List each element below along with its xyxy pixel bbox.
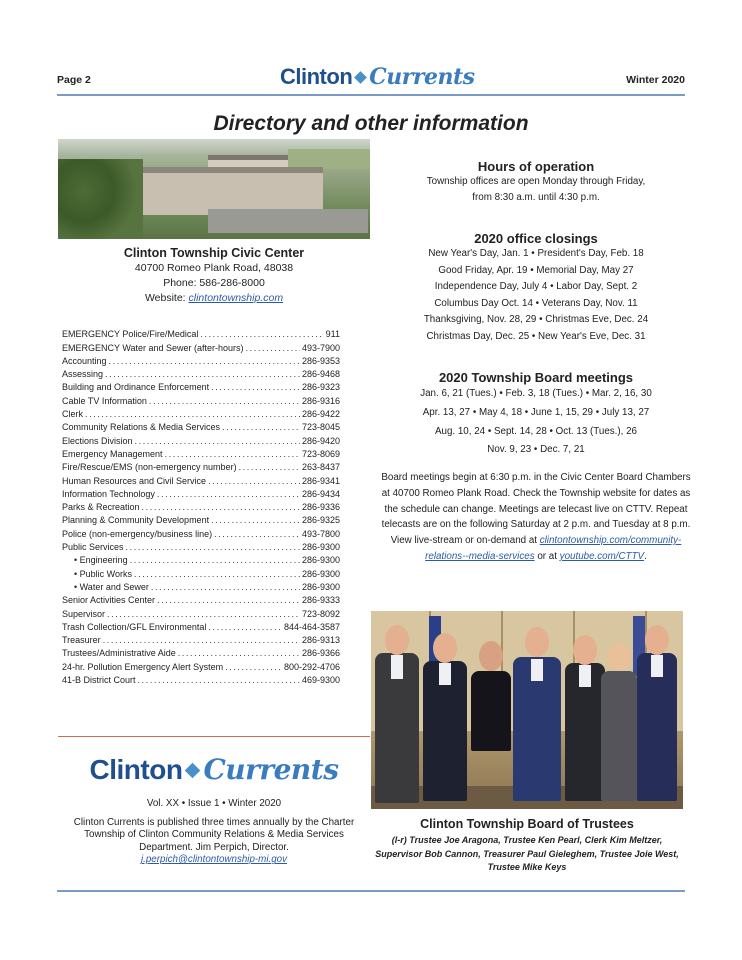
board-note-text: Board meetings begin at 6:30 p.m. in the Civic Center Board Chambers at 40700 Romeo Plank Road. Check the Township website for dates as the schedule can change. Meetings are telecast live on CTTV. Repeat telecasts are on the following Saturday at 2 p.m. and Tuesday at 8 p.m. View live-stream or on-demand at [381,472,691,547]
directory-phone: 286-9333 [301,595,340,606]
directory-row [62,552,340,565]
dot-leader [134,569,300,579]
board-meeting-note [380,470,692,565]
directory-department: Assessing [62,369,104,380]
directory-department: Human Resources and Civil Service [62,475,207,486]
directory-row [62,459,340,472]
logo-text-clinton: Clinton [89,754,183,785]
directory-row [62,406,340,419]
publication-volume: Vol. XX • Issue 1 • Winter 2020 [146,798,282,809]
directory-department: • Water and Sewer [74,581,149,592]
directory-phone: 263-8437 [301,462,340,473]
diamond-icon [354,71,367,84]
directory-row [62,472,340,485]
directory-phone: 286-9323 [301,382,340,393]
directory-row [62,672,340,685]
directory-row [62,592,340,605]
youtube-link[interactable]: youtube.com/CTTV [559,550,645,562]
header-divider [57,94,685,96]
dot-leader [246,343,300,353]
directory-department: 24-hr. Pollution Emergency Alert System [62,661,224,672]
directory-department: Planning & Community Development [62,515,210,526]
directory-phone: 844-464-3587 [283,621,340,632]
dot-leader [211,515,300,525]
directory-department: Fire/Rescue/EMS (non-emergency number) [62,462,237,473]
closings-section [380,231,692,345]
dot-leader [225,662,282,672]
dot-leader [165,449,300,459]
directory-department: Parks & Recreation [62,502,140,513]
board-photo-caption [371,817,683,875]
dot-leader [208,622,282,632]
meetings-section [380,370,692,460]
directory-department: Public Services [62,542,124,553]
directory-department: Building and Ordinance Enforcement [62,382,210,393]
directory-phone: 286-9353 [301,355,340,366]
directory-phone: 723-8092 [301,608,340,619]
header-logo [280,64,475,90]
closing-line: New Year's Day, Jan. 1 • President's Day, Feb. 18 [428,248,644,259]
civic-center-name: Clinton Township Civic Center [123,246,305,260]
directory-row [62,565,340,578]
dot-leader [222,422,300,432]
directory-row [62,605,340,618]
dot-leader [142,502,300,512]
hours-section [380,159,692,206]
directory-department: • Public Works [74,568,132,579]
directory-department: Elections Division [62,435,133,446]
directory-department: Supervisor [62,608,106,619]
dot-leader [200,329,323,339]
media-services-link[interactable]: clintontownship.com/community-relations--media-services [425,535,682,562]
directory-phone: 723-8069 [301,448,340,459]
board-note-or: or at [534,550,560,562]
directory-row [62,579,340,592]
directory-row [62,619,340,632]
dot-leader [103,635,300,645]
directory-row [62,658,340,671]
directory-phone: 286-9341 [301,475,340,486]
meeting-line: Jan. 6, 21 (Tues.) • Feb. 3, 18 (Tues.) • Mar. 2, 16, 30 [420,388,652,399]
directory-phone: 286-9336 [301,502,340,513]
dot-leader [126,542,300,552]
directory-department: Treasurer [62,635,101,646]
dot-leader [85,409,300,419]
directory-phone: 286-9300 [301,581,340,592]
directory-phone: 469-9300 [301,675,340,686]
directory-phone: 911 [325,329,340,340]
directory-row [62,353,340,366]
directory-phone: 286-9468 [301,369,340,380]
civic-center-website [58,291,370,306]
dot-leader [105,369,300,379]
dot-leader [214,529,300,539]
directory-row [62,525,340,538]
directory-department: Community Relations & Media Services [62,422,221,433]
logo-text-currents: Currents [203,753,339,786]
directory-phone: 286-9300 [301,568,340,579]
dot-leader [107,609,300,619]
closing-line: Columbus Day Oct. 14 • Veterans Day, Nov. 11 [434,297,638,309]
directory-department: Senior Activities Center [62,595,156,606]
directory-row [62,539,340,552]
directory-phone: 286-9325 [301,515,340,526]
directory-phone: 286-9313 [301,635,340,646]
dot-leader [130,555,300,565]
directory-phone: 286-9316 [301,395,340,406]
directory-row [62,379,340,392]
civic-center-photo [58,139,370,239]
publication-description: Clinton Currents is published three times annually by the Charter Township of Clinton Community Relations & Media Services Department. Jim Perpich, Director. [73,816,355,853]
directory-phone: 286-9366 [301,648,340,659]
dot-leader [239,462,300,472]
directory-department: Clerk [62,409,84,420]
directory-row [62,419,340,432]
directory-department: EMERGENCY Police/Fire/Medical [62,329,199,340]
diamond-icon [185,762,201,778]
directory-row [62,645,340,658]
directory-department: Accounting [62,355,107,366]
publication-info [58,798,370,867]
hours-heading: Hours of operation [477,159,595,174]
directory-row [62,499,340,512]
directory-department: Information Technology [62,488,155,499]
meeting-line: Apr. 13, 27 • May 4, 18 • June 1, 15, 29 • July 13, 27 [422,406,650,418]
dot-leader [109,356,300,366]
dot-leader [211,382,300,392]
directory-phone: 286-9422 [301,409,340,420]
page-title: Directory and other information [213,112,529,135]
footer-divider [57,890,685,892]
closing-line: Good Friday, Apr. 19 • Memorial Day, May 27 [438,264,634,276]
logo-text-currents: Currents [369,64,475,90]
directory-phone: 286-9434 [301,488,340,499]
directory-phone: 493-7800 [301,528,340,539]
meeting-line: Aug. 10, 24 • Sept. 14, 28 • Oct. 13 (Tues.), 26 [434,425,637,437]
directory-row [62,512,340,525]
closing-line: Independence Day, July 4 • Labor Day, Sept. 2 [434,281,638,292]
directory-row [62,392,340,405]
directory-phone: 493-7900 [301,342,340,353]
website-link[interactable]: clintontownship.com [188,292,284,304]
caption-names: (l-r) Trustee Joe Aragona, Trustee Ken Pearl, Clerk Kim Meltzer, Supervisor Bob Cannon, Treasurer Paul Gieleghem, Trustee Joie West, Trustee Mike Keys [375,835,679,872]
caption-title: Clinton Township Board of Trustees [420,817,634,831]
dot-leader [138,675,300,685]
board-note-end: . [644,550,647,562]
board-of-trustees-photo [371,611,683,809]
website-label: Website: [144,292,189,304]
meeting-line: Nov. 9, 23 • Dec. 7, 21 [487,444,585,456]
dot-leader [178,648,300,658]
dot-leader [157,489,300,499]
closings-heading: 2020 office closings [474,231,598,246]
logo-text-clinton: Clinton [280,64,353,89]
civic-center-address: 40700 Romeo Plank Road, 48038 [134,262,294,274]
publication-email-link[interactable]: j.perpich@clintontownship-mi.gov [140,854,288,866]
directory-department: EMERGENCY Water and Sewer (after-hours) [62,342,244,353]
directory-row [62,326,340,339]
meetings-heading: 2020 Township Board meetings [438,370,634,385]
directory-row [62,432,340,445]
directory-row [62,486,340,499]
phone-directory [62,326,340,685]
directory-department: • Engineering [74,555,128,566]
civic-center-info [58,246,370,306]
dot-leader [149,396,300,406]
dot-leader [135,436,300,446]
hours-line: from 8:30 a.m. until 4:30 p.m. [472,192,600,203]
page-number: Page 2 [57,74,91,86]
hours-line: Township offices are open Monday through Friday, [426,176,646,187]
directory-department: Emergency Management [62,448,163,459]
directory-department: 41-B District Court [62,675,136,686]
directory-department: Trash Collection/GFL Environmental [62,621,207,632]
directory-phone: 286-9300 [301,555,340,566]
closing-line: Thanksgiving, Nov. 28, 29 • Christmas Eve, Dec. 24 [423,314,649,325]
directory-phone: 286-9420 [301,435,340,446]
issue-season: Winter 2020 [626,74,685,86]
publication-logo [58,753,370,786]
directory-phone: 723-8045 [301,422,340,433]
directory-row [62,446,340,459]
closing-line: Christmas Day, Dec. 25 • New Year's Eve, Dec. 31 [426,330,646,342]
section-divider [58,736,370,737]
directory-row [62,339,340,352]
directory-department: Cable TV Information [62,395,147,406]
directory-phone: 800-292-4706 [283,661,340,672]
directory-department: Trustees/Administrative Aide [62,648,176,659]
dot-leader [208,476,300,486]
directory-row [62,366,340,379]
directory-phone: 286-9300 [301,542,340,553]
dot-leader [157,595,300,605]
dot-leader [151,582,300,592]
directory-department: Police (non-emergency/business line) [62,528,213,539]
civic-center-phone: Phone: 586-286-8000 [163,277,265,289]
directory-row [62,632,340,645]
